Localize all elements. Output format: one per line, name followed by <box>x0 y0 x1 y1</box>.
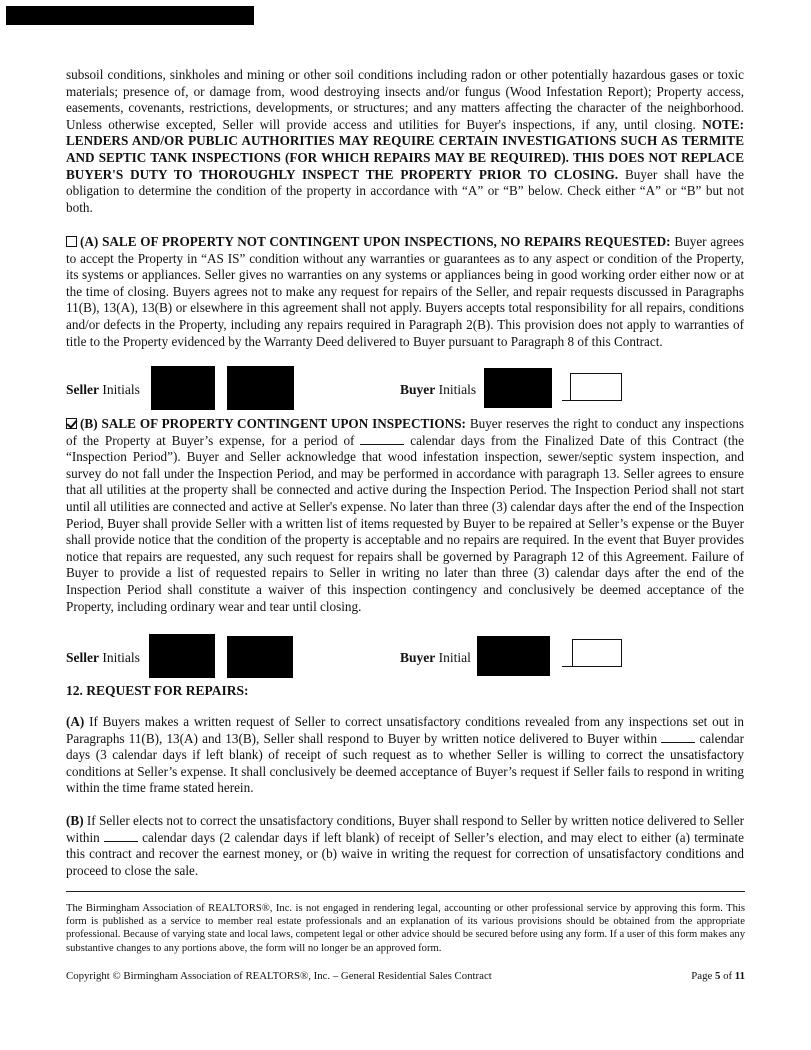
section-12-a-label: (A) <box>66 714 85 729</box>
section-12-b-label: (B) <box>66 813 84 828</box>
option-a-body: Buyer agrees to accept the Property in “AS IS” condition without any warranties or guarantees as to any aspect or condition of the Property, its systems or appliances. Seller gives no warranties on any systems or appliances being in good working order either now or at the time of closing. Buyers agrees not to make any request for repairs of the Seller, and repair requests discussed in Paragraphs 11(B), 13(A), 13(B) or elsewhere in this agreement shall not apply. Buyers accepts total responsibility for all repairs, conditions and/or defects in the Property, including any repairs required in Paragraph 2(B). This provision does not apply to warranties of title to the Property evidenced by the Warranty Deed delivered to Buyer pursuant to Paragraph 8 of this Contract. <box>66 234 745 349</box>
buyer-initials-label-a: Buyer Initials <box>400 382 477 397</box>
option-a-paragraph <box>66 234 744 350</box>
redacted-header <box>6 6 254 25</box>
buyer-initials-box-a[interactable] <box>570 373 622 401</box>
section-12-title: 12. REQUEST FOR REPAIRS: <box>66 683 249 698</box>
section-12-a-paragraph <box>66 714 744 797</box>
page-footer <box>66 970 745 982</box>
seller-initials-redacted-2-a <box>227 366 294 410</box>
copyright-text: Copyright © Birmingham Association of REALTORS®, Inc. – General Residential Sales Contract <box>66 970 492 982</box>
option-a-checkbox[interactable] <box>66 236 77 247</box>
seller-initials-redacted-1-a <box>151 366 215 410</box>
seller-initials-redacted-1-b <box>149 634 215 678</box>
inspection-days-blank[interactable] <box>360 433 404 445</box>
intro-text-1: subsoil conditions, sinkholes and mining or other soil conditions including radon or other potentially hazardous gases or toxic materials; presence of, or damage from, wood destroying insects and/or fungus (Wood Infestation Report); Property access, easements, covenants, restrictions, developments, or structures; and any matters affecting the character of the neighborhood. Unless otherwise excepted, Seller will provide access and utilities for Buyer's inspections, if any, until closing. <box>66 67 744 132</box>
initials-row-a <box>66 366 744 410</box>
section-12-a-text-2: calendar days (3 calendar days if left blank) of receipt of such request as to whether Seller is willing to correct the unsatisfactory conditions at Seller’s expense. It shall conclusively be deemed acceptance of Buyer’s request if Seller fails to respond in writing within the time frame stated herein. <box>66 730 745 796</box>
seller-initials-redacted-2-b <box>227 636 293 678</box>
option-b-checkbox[interactable] <box>66 418 77 429</box>
section-12-b-text-1: If Seller elects not to correct the unsatisfactory conditions, Buyer shall respond to Seller by written notice delivered to Seller within <box>66 813 744 845</box>
buyer-initials-redacted-b <box>477 636 550 676</box>
initials-row-b <box>66 634 744 678</box>
intro-note-bold: NOTE: LENDERS AND/OR PUBLIC AUTHORITIES MAY REQUIRE CERTAIN INVESTIGATIONS SUCH AS TERMITE AND SEPTIC TANK INSPECTIONS (FOR WHICH REPAIRS MAY BE REQUIRED). THIS DOES NOT REPLACE BUYER'S DUTY TO THOROUGHLY INSPECT THE PROPERTY PRIOR TO CLOSING. <box>66 116 744 182</box>
option-b-body-1: Buyer reserves the right to conduct any inspections of the Property at Buyer’s expense, for a period of <box>66 416 744 448</box>
intro-paragraph <box>66 67 744 216</box>
option-b-paragraph <box>66 416 744 615</box>
option-b-body-2: calendar days from the Finalized Date of this Contract (the “Inspection Period”). Buyer and Seller acknowledge that wood infestation inspection, sewer/septic system inspection, and survey do not fall under the Inspection Period, and may be performed in accordance with paragraph 13. Seller agrees to ensure that all utilities at the property shall be connected and active during the Inspection Period. The Inspection Period shall not start until all utilities are connected and active at Seller's expense. No later than three (3) calendar days after the end of the Inspection Period, Buyer shall provide Seller with a written list of items requested by Buyer to be repaired at Seller’s expense or the Buyer shall provide notice that the condition of the property is acceptable and no repairs are required. In the event that Buyer provides notice that repairs are requested, any such request for repairs shall be governed by Paragraph 12 of this Agreement. Failure of Buyer to provide a list of requested repairs to Seller in writing no later than three (3) calendar days after the end of the Inspection Period shall constitute a waiver of this inspection contingency and conclusively be deemed acceptance of the Property, including ordinary wear and tear until closing. <box>66 432 744 614</box>
option-b-heading: (B) SALE OF PROPERTY CONTINGENT UPON INSPECTIONS: <box>80 416 466 431</box>
seller-initials-label-b: Seller Initials <box>66 650 140 665</box>
buyer-response-days-blank[interactable] <box>104 830 138 842</box>
buyer-initials-redacted-a <box>484 368 552 408</box>
section-12-b-text-2: calendar days (2 calendar days if left blank) of receipt of Seller’s election, and may elect to either (a) terminate this contract and recover the earnest money, or (b) waive in writing the request for correction of unsatisfactory conditions and proceed to close the sale. <box>66 829 745 878</box>
section-12-a-text-1: If Buyers makes a written request of Seller to correct unsatisfactory conditions revealed from any inspections set out in Paragraphs 11(B), 13(A) and 13(B), Seller shall respond to Buyer by written notice delivered to Buyer within <box>66 714 744 746</box>
section-12-b-paragraph <box>66 813 744 879</box>
footer-divider <box>66 891 745 892</box>
buyer-initials-box-b[interactable] <box>572 639 622 667</box>
buyer-initials-label-b: Buyer Initial <box>400 650 471 665</box>
seller-initials-label-a: Seller Initials <box>66 382 140 397</box>
option-a-heading: (A) SALE OF PROPERTY NOT CONTINGENT UPON INSPECTIONS, NO REPAIRS REQUESTED: <box>80 234 671 249</box>
intro-text-2: Buyer shall have the obligation to determine the condition of the property in accordance with “A” or “B” below. Check either “A” or “B” but not both. <box>66 166 744 215</box>
page-number: Page 5 of 11 <box>691 970 745 982</box>
seller-response-days-blank[interactable] <box>661 731 695 743</box>
disclaimer-text: The Birmingham Association of REALTORS®, Inc. is not engaged in rendering legal, accounting or other professional service by approving this form. This form is published as a service to member real estate professionals and an explanation of its various provisions should be obtained from the appropriate professional. Because of varying state and local laws, competent legal or other advice should be secured before using any form. If a user of this form makes any substantive changes to any portions above, the form will no longer be an approved form. <box>66 903 745 954</box>
